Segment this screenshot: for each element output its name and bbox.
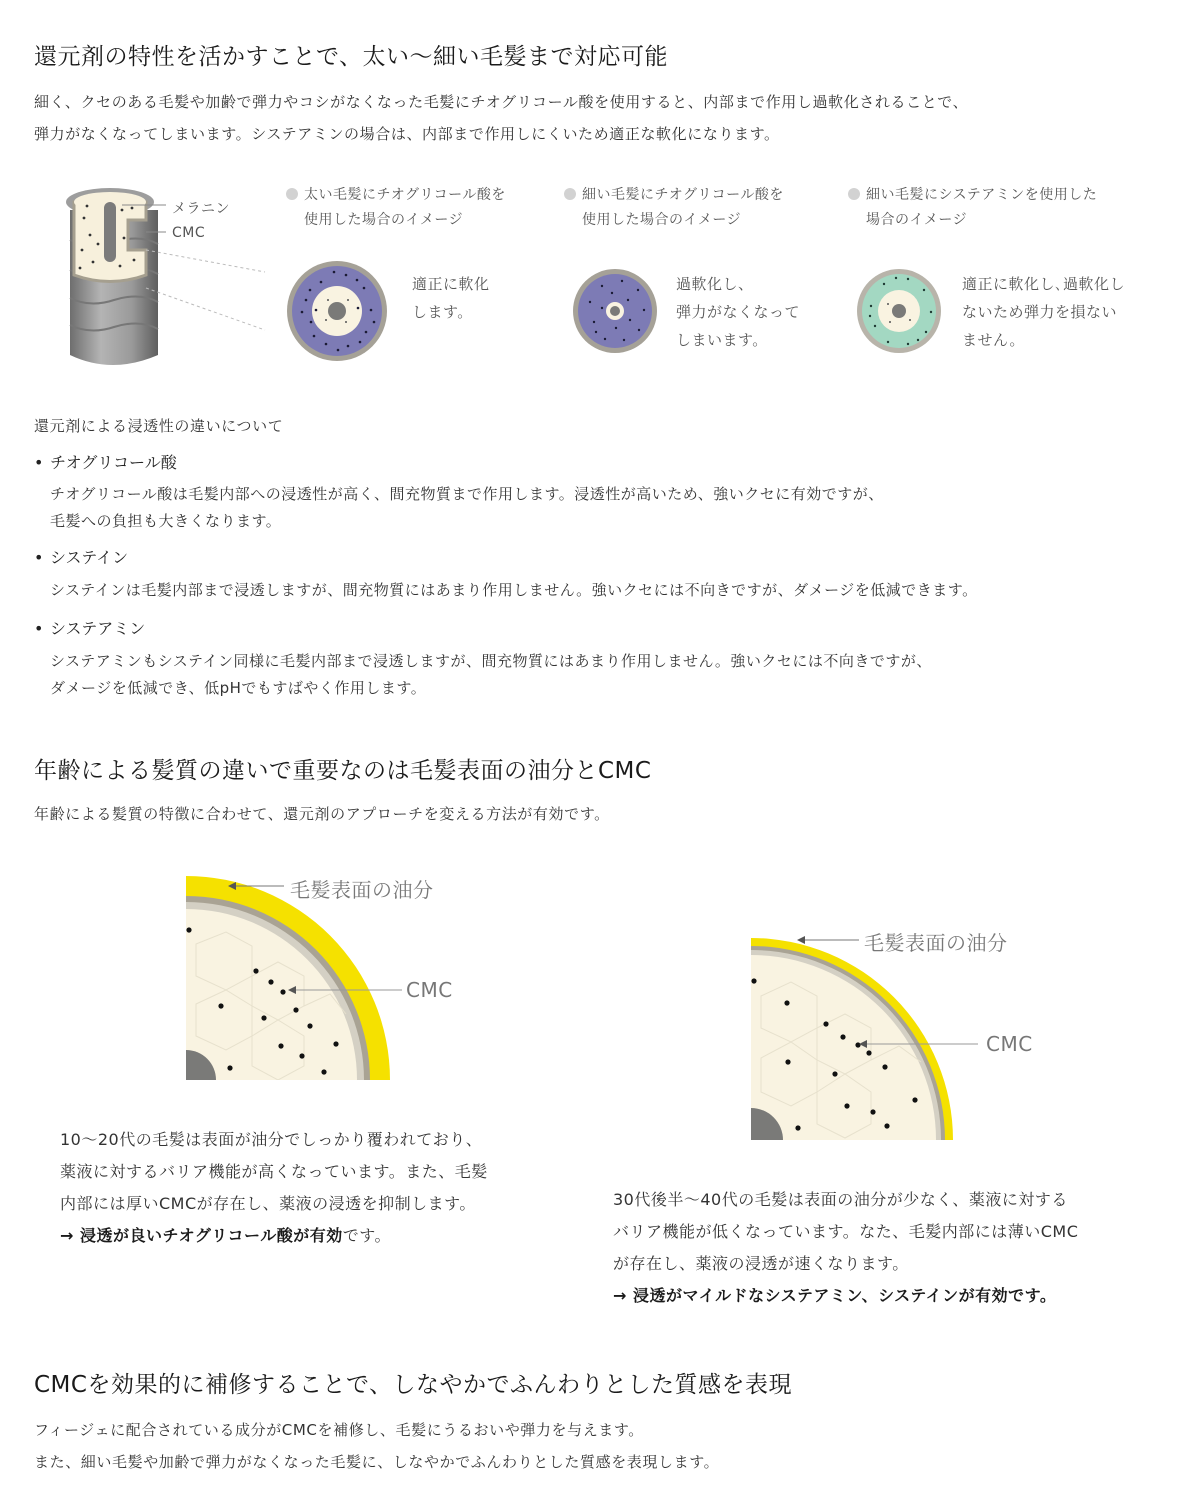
arrow-left-icon (228, 882, 236, 890)
mature-label-oil: 毛髪表面の油分 (864, 931, 1008, 955)
section1-line-1: 細く、クセのある毛髪や加齢で弾力やコシがなくなった毛髪にチオグリコール酸を使用すると、内部まで作用し過軟化されることで、 (34, 93, 969, 111)
young-description: 10〜20代の毛髪は表面が油分でしっかり覆われており、 薬液に対するバリア機能が高くなっています。また、毛髪 内部には厚いCMCが存在し、薬液の浸透を抑制します。 → 浸透が良いチオグリコール酸が有効です。 (60, 1124, 488, 1252)
list-item-desc: チオグリコール酸は毛髪内部への浸透性が高く、間充物質まで作用します。浸透性が高いため、強いクセに有効ですが、 毛髪への負担も大きくなります。 (50, 485, 884, 530)
bullet-dot-icon (848, 188, 860, 200)
case-1-result: 適正に軟化 します。 (412, 275, 490, 321)
case-1-cross-section (286, 260, 388, 362)
bullet-dot-icon (286, 188, 298, 200)
section1-paragraph (34, 86, 968, 150)
young-conclusion: → 浸透が良いチオグリコール酸が有効です。 (60, 1226, 391, 1245)
case-2-cross-section (572, 268, 658, 354)
section3-heading: CMCを効果的に補修することで、しなやかでふんわりとした質感を表現 (34, 1372, 793, 1398)
section3-paragraph: フィージェに配合されている成分がCMCを補修し、毛髪にうるおいや弾力を与えます。 また、細い毛髪や加齢で弾力がなくなった毛髪に、しなやかでふんわりとした質感を表現します。 (34, 1421, 720, 1471)
arrow-left-icon (797, 936, 805, 944)
case-2-result: 過軟化し、 弾力がなくなって しまいます。 (676, 275, 801, 349)
section1-line-2: 弾力がなくなってしまいます。システアミンの場合は、内部まで作用しにくいため適正な軟化になります。 (34, 125, 780, 143)
mature-description: 30代後半〜40代の毛髪は表面の油分が少なく、薬液に対する バリア機能が低くなっています。なた、毛髪内部には薄いCMC が存在し、薬液の浸透が速くなります。 → 浸透がマイルドなシステアミン、システインが有効です。 (613, 1184, 1078, 1312)
section2-intro: 年齢による髪質の特徴に合わせて、還元剤のアプローチを変える方法が有効です。 (34, 805, 610, 823)
list-item-cysteine: • システイン (34, 545, 128, 568)
case-2-title: 細い毛髪にチオグリコール酸を 使用した場合のイメージ (564, 183, 784, 233)
list-item-desc: システインは毛髪内部まで浸透しますが、間充物質にはあまり作用しません。強いクセには不向きですが、ダメージを低減できます。 (50, 581, 978, 599)
case-1-title: 太い毛髪にチオグリコール酸を 使用した場合のイメージ (286, 183, 506, 233)
section2-heading: 年齢による髪質の違いで重要なのは毛髪表面の油分とCMC (34, 758, 652, 784)
case-3-result: 適正に軟化し､過軟化し ないため弾力を損ない ません。 (962, 275, 1126, 349)
bullet-dot-icon (564, 188, 576, 200)
case-3-cross-section (856, 268, 942, 354)
label-melanin: メラニン (172, 201, 230, 217)
arrow-left-icon (288, 986, 296, 994)
case-3-title: 細い毛髪にシステアミンを使用した 場合のイメージ (848, 183, 1097, 233)
hair-strand-illustration (60, 180, 270, 380)
list-item-desc: システアミンもシステイン同様に毛髪内部まで浸透しますが、間充物質にはあまり作用しません。強いクセには不向きですが、 ダメージを低減でき、低pHでもすばやく作用します。 (50, 652, 932, 697)
list-item-thioglycolic: • チオグリコール酸 (34, 450, 177, 473)
young-label-cmc: CMC (406, 978, 453, 1002)
penetration-subheading: 還元剤による浸透性の違いについて (34, 417, 284, 435)
mature-label-cmc: CMC (986, 1032, 1033, 1056)
section1-heading: 還元剤の特性を活かすことで、太い〜細い毛髪まで対応可能 (34, 44, 669, 70)
young-label-oil: 毛髪表面の油分 (290, 878, 434, 902)
mature-conclusion: → 浸透がマイルドなシステアミン、システインが有効です。 (613, 1286, 1057, 1305)
arrow-left-icon (859, 1040, 867, 1048)
label-cmc: CMC (172, 225, 206, 241)
list-item-cysteamine: • システアミン (34, 616, 145, 639)
